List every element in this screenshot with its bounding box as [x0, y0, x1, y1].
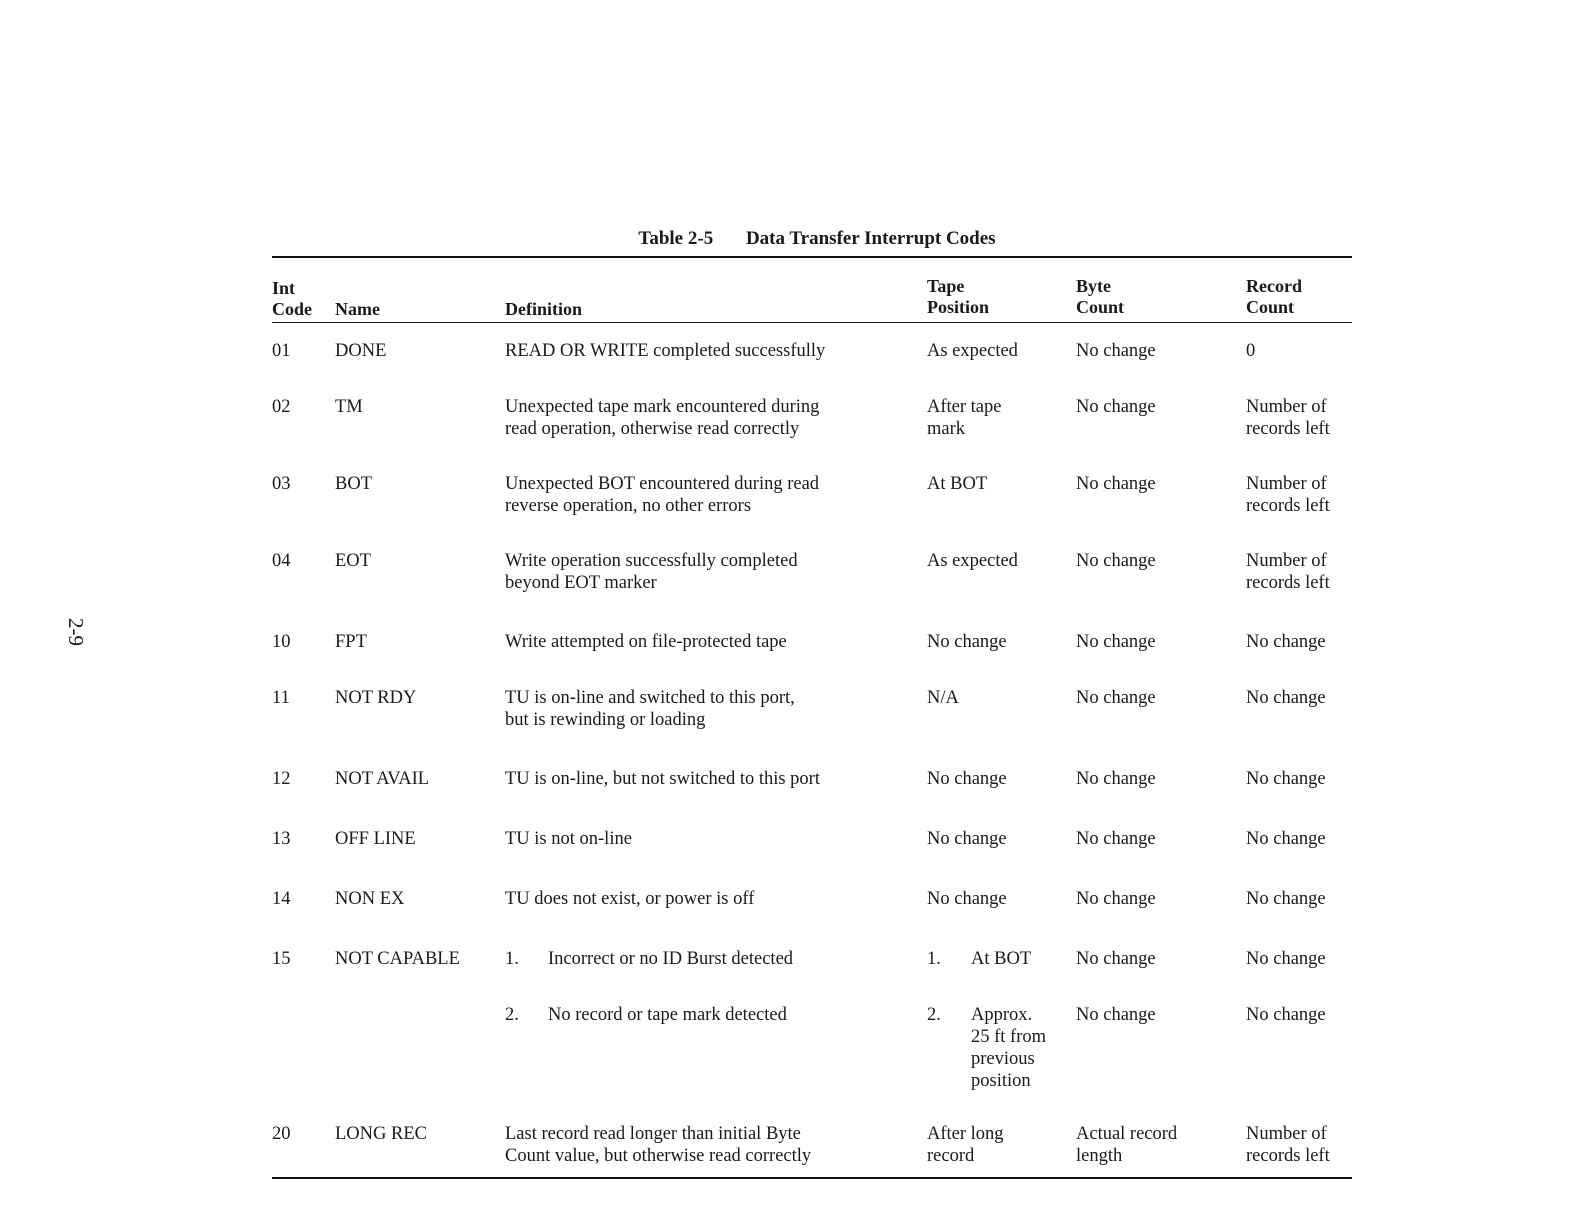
table-row	[272, 674, 1352, 751]
table-row	[272, 614, 1352, 674]
cell-byte-count: No change	[1076, 1005, 1156, 1025]
cell-name: NOT RDY	[335, 688, 417, 708]
cell-code: 12	[272, 769, 291, 789]
table-row	[272, 1110, 1352, 1173]
cell-code: 11	[272, 688, 290, 708]
cell-byte-count: Actual record length	[1076, 1124, 1178, 1166]
cell-code: 02	[272, 397, 291, 417]
cell-byte-count: No change	[1076, 551, 1156, 571]
cell-code: 03	[272, 474, 291, 494]
cell-tape-position: After tape mark	[927, 397, 1002, 439]
table-row	[272, 931, 1352, 991]
cell-definition: TU is on-line and switched to this port, but is rewinding or loading	[505, 688, 795, 730]
cell-record-count: Number of records left	[1246, 397, 1330, 439]
table-body	[272, 323, 1352, 931]
cell-definition: 2. No record or tape mark detected	[505, 1005, 787, 1025]
cell-name: NOT CAPABLE	[335, 949, 460, 969]
cell-definition: Write operation successfully completed beyond EOT marker	[505, 551, 798, 593]
cell-name: BOT	[335, 474, 372, 494]
cell-record-count: No change	[1246, 769, 1326, 789]
cell-code: 01	[272, 341, 291, 361]
header-record-count: Record Count	[1246, 276, 1302, 317]
caption-title: Data Transfer Interrupt Codes	[745, 228, 996, 249]
cell-tape-position: No change	[927, 889, 1007, 909]
interrupt-codes-table	[272, 228, 1352, 1179]
cell-definition: Unexpected BOT encountered during read reverse operation, no other errors	[505, 474, 820, 516]
cell-name: OFF LINE	[335, 829, 416, 849]
cell-record-count: Number of records left	[1246, 474, 1330, 516]
cell-record-count: No change	[1246, 688, 1326, 708]
cell-tape-position: 2. Approx. 25 ft from previous position	[927, 1005, 1047, 1091]
cell-byte-count: No change	[1076, 688, 1156, 708]
cell-definition: Last record read longer than initial Byte Count value, but otherwise read correctly	[505, 1124, 812, 1166]
cell-code: 10	[272, 632, 291, 652]
cell-tape-position: No change	[927, 632, 1007, 652]
cell-byte-count: No change	[1076, 769, 1156, 789]
cell-code: 13	[272, 829, 291, 849]
cell-name: TM	[335, 397, 363, 417]
cell-definition: READ OR WRITE completed successfully	[505, 341, 826, 361]
cell-definition: TU is on-line, but not switched to this port	[505, 769, 820, 789]
cell-code: 15	[272, 949, 291, 969]
header-definition: Definition	[505, 299, 583, 319]
cell-byte-count: No change	[1076, 474, 1156, 494]
cell-record-count: Number of records left	[1246, 551, 1330, 593]
cell-code: 20	[272, 1124, 291, 1144]
table-row	[272, 460, 1352, 537]
table-caption	[272, 228, 1352, 250]
cell-tape-position: No change	[927, 769, 1007, 789]
cell-record-count: No change	[1246, 949, 1326, 969]
cell-record-count: No change	[1246, 889, 1326, 909]
cell-name: NON EX	[335, 889, 405, 909]
cell-definition: 1. Incorrect or no ID Burst detected	[505, 949, 794, 969]
header-byte-count: Byte Count	[1076, 276, 1125, 317]
table-row	[272, 871, 1352, 931]
cell-record-count: No change	[1246, 1005, 1326, 1025]
header-tape-position: Tape Position	[927, 276, 990, 317]
cell-record-count: No change	[1246, 632, 1326, 652]
table-row	[272, 383, 1352, 460]
header-int-code: Int Code	[272, 278, 312, 319]
cell-tape-position: No change	[927, 829, 1007, 849]
table-row	[272, 751, 1352, 811]
cell-byte-count: No change	[1076, 632, 1156, 652]
cell-tape-position: 1. At BOT	[927, 949, 1032, 969]
cell-tape-position: As expected	[927, 341, 1018, 361]
cell-name: EOT	[335, 551, 371, 571]
cell-definition: TU does not exist, or power is off	[505, 889, 755, 909]
cell-byte-count: No change	[1076, 397, 1156, 417]
cell-name: FPT	[335, 632, 367, 652]
cell-name: LONG REC	[335, 1124, 427, 1144]
table-row	[272, 323, 1352, 383]
cell-code: 04	[272, 551, 291, 571]
table-row	[272, 537, 1352, 614]
table-row	[272, 991, 1352, 1110]
cell-definition: TU is not on-line	[505, 829, 632, 849]
caption-label: Table 2-5	[638, 228, 714, 249]
cell-byte-count: No change	[1076, 829, 1156, 849]
table-row	[272, 811, 1352, 871]
cell-record-count: 0	[1246, 341, 1256, 361]
cell-record-count: No change	[1246, 829, 1326, 849]
cell-tape-position: N/A	[927, 688, 959, 708]
cell-byte-count: No change	[1076, 341, 1156, 361]
cell-definition: Unexpected tape mark encountered during read operation, otherwise read correctly	[505, 397, 820, 439]
cell-tape-position: As expected	[927, 551, 1018, 571]
cell-record-count: Number of records left	[1246, 1124, 1330, 1166]
cell-tape-position: After long record	[927, 1124, 1004, 1166]
cell-byte-count: No change	[1076, 949, 1156, 969]
header-name: Name	[335, 299, 380, 319]
table-header-row	[272, 258, 1352, 322]
cell-code: 14	[272, 889, 291, 909]
cell-byte-count: No change	[1076, 889, 1156, 909]
cell-name: NOT AVAIL	[335, 769, 430, 789]
bottom-rule	[272, 1177, 1352, 1179]
cell-name: DONE	[335, 341, 387, 361]
page-number: 2-9	[64, 618, 88, 646]
cell-definition: Write attempted on file-protected tape	[505, 632, 787, 652]
cell-tape-position: At BOT	[927, 474, 988, 494]
